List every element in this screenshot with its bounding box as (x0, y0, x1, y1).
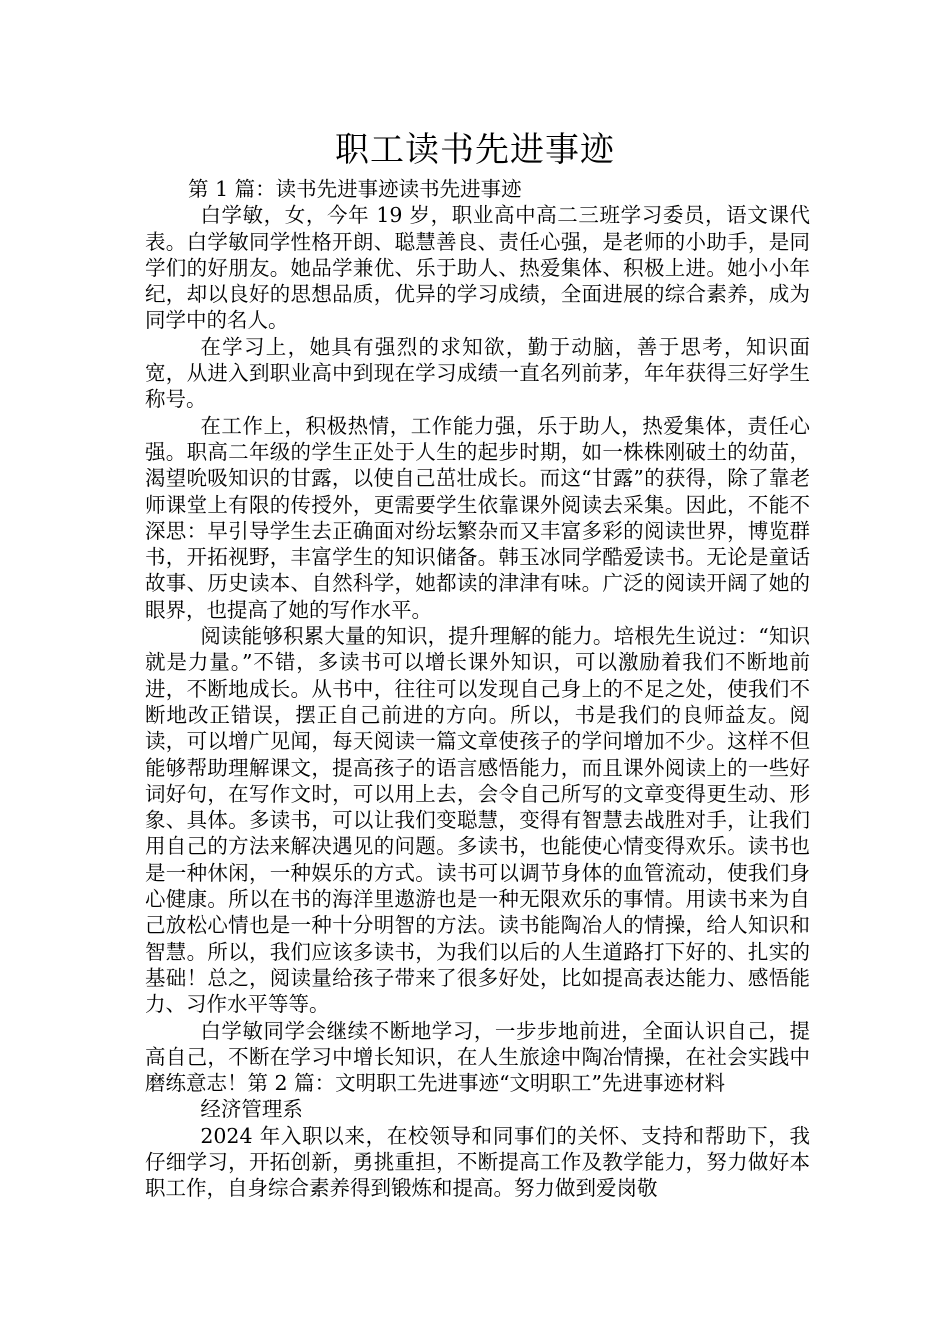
paragraph: 白学敏，女，今年 19 岁，职业高中高二三班学习委员，语文课代表。白学敏同学性格开朗、聪慧善良、责任心强，是老师的小助手，是同学们的好朋友。她品学兼优、乐于助人、热爱集体、积极上进。她小小年纪，却以良好的思想品质，优异的学习成绩，全面进展的综合素养，成为同学中的名人。 (145, 203, 810, 333)
section-heading: 第 1 篇：读书先进事迹读书先进事迹 (188, 177, 522, 201)
paragraph: 在学习上，她具有强烈的求知欲，勤于动脑，善于思考，知识面宽，从进入到职业高中到现在学习成绩一直名列前茅，年年获得三好学生称号。 (145, 334, 810, 412)
document-body (145, 176, 810, 1202)
paragraph: 在工作上，积极热情，工作能力强，乐于助人，热爱集体，责任心强。职高二年级的学生正处于人生的起步时期，如一株株刚破土的幼苗，渴望吮吸知识的甘露，以使自己茁壮成长。而这“甘露”的获得，除了靠老师课堂上有限的传授外，更需要学生依靠课外阅读去采集。因此，不能不深思：早引导学生去正确面对纷坛繁杂而又丰富多彩的阅读世界，博览群书，开拓视野，丰富学生的知识储备。韩玉冰同学酷爱读书。无论是童话故事、历史读本、自然科学，她都读的津津有味。广泛的阅读开阔了她的眼界，也提高了她的写作水平。 (145, 413, 810, 622)
document-title: 职工读书先进事迹 (335, 130, 615, 170)
paragraph: 2024 年入职以来，在校领导和同事们的关怀、支持和帮助下，我仔细学习，开拓创新，勇挑重担，不断提高工作及教学能力，努力做好本职工作，自身综合素养得到锻炼和提高。努力做到爱岗敬 (145, 1123, 810, 1201)
paragraph: 白学敏同学会继续不断地学习，一步步地前进，全面认识自己，提高自己，不断在学习中增长知识，在人生旅途中陶冶情操，在社会实践中磨练意志！第 2 篇：文明职工先进事迹“文明职工”先进事迹材料 (145, 1018, 810, 1096)
paragraph: 阅读能够积累大量的知识，提升理解的能力。培根先生说过：“知识就是力量。”不错，多读书可以增长课外知识，可以激励着我们不断地前进，不断地成长。从书中，往往可以发现自己身上的不足之处，使我们不断地改正错误，摆正自己前进的方向。所以，书是我们的良师益友。阅读，可以增广见闻，每天阅读一篇文章使孩子的学问增加不少。这样不但能够帮助理解课文，提高孩子的语言感悟能力，而且课外阅读上的一些好词好句，在写作文时，可以用上去，会令自己所写的文章变得更生动、形象、具体。多读书，可以让我们变聪慧，变得有智慧去战胜对手，让我们用自己的方法来解决遇见的问题。多读书，也能使心情变得欢乐。读书也是一种休闲，一种娱乐的方式。读书可以调节身体的血管流动，使我们身心健康。所以在书的海洋里遨游也是一种无限欢乐的事情。用读书来为自己放松心情也是一种十分明智的方法。读书能陶冶人的情操，给人知识和智慧。所以，我们应该多读书，为我们以后的人生道路打下好的、扎实的基础！总之，阅读量给孩子带来了很多好处，比如提高表达能力、感悟能力、习作水平等等。 (145, 624, 810, 1017)
department-label: 经济管理系 (200, 1097, 303, 1122)
